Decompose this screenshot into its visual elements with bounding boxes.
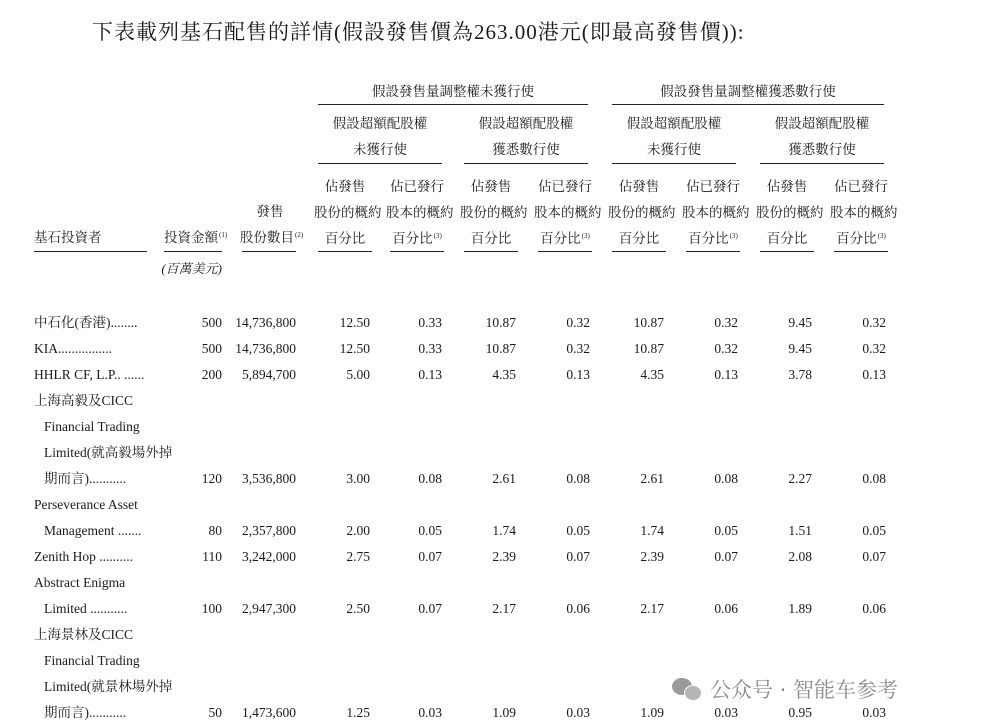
pct-col-6-header-line1 xyxy=(682,180,744,194)
row-1-pct-col-1: 12.50 xyxy=(339,315,370,330)
row-3-pct-col-7: 3.78 xyxy=(788,367,812,382)
row-8-shares: 1,473,600 xyxy=(242,705,296,720)
row-4-pct-col-2: 0.08 xyxy=(418,471,442,486)
pct-col-header-text: 佔已發行 xyxy=(390,179,444,194)
row-3-pct-col-6: 0.13 xyxy=(714,367,738,382)
row-5-pct-col-1: 2.00 xyxy=(346,523,370,538)
pct-col-header-text: 百分比 xyxy=(540,231,581,246)
pct-col-5-header-line1 xyxy=(608,180,670,194)
pct-col-header-text: 佔發售 xyxy=(470,179,512,194)
row-6-pct-col-7: 2.08 xyxy=(788,549,812,564)
row-3-shares: 5,894,700 xyxy=(242,367,296,382)
row-4-investor-line3: Limited(就高毅場外掉 xyxy=(44,445,173,460)
row-1-pct-col-3: 10.87 xyxy=(485,315,516,330)
col-rule-amount xyxy=(164,251,222,252)
pct-col-header-text: 佔發售 xyxy=(766,179,808,194)
pct-col-1-header-line1 xyxy=(314,180,376,194)
pct-col-header-text: 佔已發行 xyxy=(686,179,740,194)
subheader-b1-line2: 未獲行使 xyxy=(647,142,701,157)
row-3-pct-col-5: 4.35 xyxy=(640,367,664,382)
row-7-pct-col-5: 2.17 xyxy=(640,601,664,616)
watermark-text: 公众号 · 智能车参考 xyxy=(710,678,899,702)
subheader-rule-a1 xyxy=(318,163,442,164)
pct-col-header-text: 百分比 xyxy=(766,231,808,246)
row-6-pct-col-4: 0.07 xyxy=(566,549,590,564)
row-2-pct-col-2: 0.33 xyxy=(418,341,442,356)
footnote-3: (3) xyxy=(433,231,442,240)
row-2-pct-col-4: 0.32 xyxy=(566,341,590,356)
col-header-shares-line2 xyxy=(240,230,304,245)
row-3-investor-line1: HHLR CF, L.P.. ...... xyxy=(34,367,145,382)
watermark xyxy=(672,673,898,705)
pct-col-1-rule xyxy=(318,251,372,252)
row-7-shares: 2,947,300 xyxy=(242,601,296,616)
col-rule-investor xyxy=(34,251,147,252)
col-header-shares-line1: 發售 xyxy=(256,204,284,219)
row-7-pct-col-2: 0.07 xyxy=(418,601,442,616)
col-header-investor: 基石投資者 xyxy=(34,230,102,245)
pct-col-7-header-line2 xyxy=(756,205,824,220)
pct-col-5-header-line3 xyxy=(608,232,670,246)
pct-col-4-header-line2 xyxy=(534,205,602,220)
col-header-amount xyxy=(164,230,228,245)
pct-col-2-header-line3 xyxy=(386,232,448,246)
group-header-unexercised: 假設發售量調整權未獲行使 xyxy=(372,84,534,99)
pct-col-header-text: 股本的概約 xyxy=(682,205,750,220)
col-header-shares-label: 股份數目 xyxy=(240,230,294,245)
row-7-pct-col-8: 0.06 xyxy=(862,601,886,616)
row-2-pct-col-6: 0.32 xyxy=(714,341,738,356)
col-header-amount-unit: (百萬美元) xyxy=(161,261,222,276)
row-8-pct-col-1: 1.25 xyxy=(346,705,370,720)
row-1-pct-col-4: 0.32 xyxy=(566,315,590,330)
pct-col-header-text: 股本的概約 xyxy=(386,205,454,220)
subheader-b2-line2: 獲悉數行使 xyxy=(788,142,856,157)
subheader-b1-line1: 假設超額配股權 xyxy=(626,116,722,131)
pct-col-header-text: 股本的概約 xyxy=(534,205,602,220)
pct-col-4-header-line3 xyxy=(534,232,596,246)
row-2-shares: 14,736,800 xyxy=(235,341,296,356)
page-title: 下表載列基石配售的詳情(假設發售價為263.00港元(即最高發售價)): xyxy=(92,20,745,44)
row-4-pct-col-3: 2.61 xyxy=(492,471,516,486)
col-header-amount-label: 投資金額 xyxy=(164,230,218,245)
row-3-pct-col-1: 5.00 xyxy=(346,367,370,382)
row-4-pct-col-5: 2.61 xyxy=(640,471,664,486)
row-4-investor-line4: 期而言)........... xyxy=(44,471,127,486)
row-8-investor-line4: 期而言)........... xyxy=(44,705,127,720)
pct-col-3-header-line2 xyxy=(460,205,528,220)
row-3-pct-col-8: 0.13 xyxy=(862,367,886,382)
footnote-1: (1) xyxy=(219,230,228,239)
row-7-pct-col-6: 0.06 xyxy=(714,601,738,616)
row-4-pct-col-8: 0.08 xyxy=(862,471,886,486)
row-8-pct-col-4: 0.03 xyxy=(566,705,590,720)
row-1-pct-col-2: 0.33 xyxy=(418,315,442,330)
row-5-pct-col-2: 0.05 xyxy=(418,523,442,538)
pct-col-header-text: 百分比 xyxy=(392,231,433,246)
row-7-amount: 100 xyxy=(201,601,222,616)
row-1-shares: 14,736,800 xyxy=(235,315,296,330)
pct-col-header-text: 佔已發行 xyxy=(834,179,888,194)
pct-col-1-header-line3 xyxy=(314,232,376,246)
row-6-pct-col-8: 0.07 xyxy=(862,549,886,564)
row-6-pct-col-5: 2.39 xyxy=(640,549,664,564)
pct-col-6-rule xyxy=(686,251,740,252)
pct-col-6-header-line3 xyxy=(682,232,744,246)
row-2-pct-col-7: 9.45 xyxy=(788,341,812,356)
subheader-a1-line1: 假設超額配股權 xyxy=(332,116,428,131)
pct-col-6-header-line2 xyxy=(682,205,750,220)
col-rule-shares xyxy=(242,251,296,252)
row-5-pct-col-7: 1.51 xyxy=(788,523,812,538)
pct-col-4-rule xyxy=(538,251,592,252)
row-8-investor-line1: 上海景林及CICC xyxy=(34,627,134,642)
row-7-pct-col-3: 2.17 xyxy=(492,601,516,616)
group-header-exercised: 假設發售量調整權獲悉數行使 xyxy=(660,84,836,99)
pct-col-header-text: 股份的概約 xyxy=(756,205,824,220)
row-5-investor-line2: Management ....... xyxy=(44,523,142,538)
pct-col-2-header-line1 xyxy=(386,180,448,194)
pct-col-1-header-line2 xyxy=(314,205,382,220)
pct-col-2-header-line2 xyxy=(386,205,454,220)
pct-col-header-text: 股份的概約 xyxy=(314,205,382,220)
row-8-pct-col-3: 1.09 xyxy=(492,705,516,720)
row-3-pct-col-2: 0.13 xyxy=(418,367,442,382)
row-8-pct-col-6: 0.03 xyxy=(714,705,738,720)
pct-col-8-header-line3 xyxy=(830,232,892,246)
pct-col-header-text: 股份的概約 xyxy=(608,205,676,220)
pct-col-header-text: 百分比 xyxy=(688,231,729,246)
row-5-shares: 2,357,800 xyxy=(242,523,296,538)
row-2-investor-line1: KIA................ xyxy=(34,341,112,356)
row-2-pct-col-5: 10.87 xyxy=(633,341,664,356)
row-1-amount: 500 xyxy=(201,315,222,330)
subheader-rule-b2 xyxy=(760,163,884,164)
footnote-3: (3) xyxy=(581,231,590,240)
pct-col-header-text: 佔發售 xyxy=(618,179,660,194)
pct-col-header-text: 百分比 xyxy=(618,231,660,246)
row-4-investor-line1: 上海高毅及CICC xyxy=(34,393,134,408)
row-6-pct-col-3: 2.39 xyxy=(492,549,516,564)
pct-col-3-header-line3 xyxy=(460,232,522,246)
row-4-amount: 120 xyxy=(201,471,222,486)
row-4-pct-col-4: 0.08 xyxy=(566,471,590,486)
pct-col-8-header-line2 xyxy=(830,205,898,220)
pct-col-7-header-line1 xyxy=(756,180,818,194)
group-rule-exercised xyxy=(612,104,884,105)
row-6-amount: 110 xyxy=(202,549,222,564)
pct-col-header-text: 佔已發行 xyxy=(538,179,592,194)
row-7-pct-col-7: 1.89 xyxy=(788,601,812,616)
row-4-pct-col-7: 2.27 xyxy=(788,471,812,486)
row-7-pct-col-1: 2.50 xyxy=(346,601,370,616)
row-5-amount: 80 xyxy=(208,523,222,538)
row-4-shares: 3,536,800 xyxy=(242,471,296,486)
row-8-investor-line2: Financial Trading xyxy=(44,653,140,668)
row-1-pct-col-5: 10.87 xyxy=(633,315,664,330)
row-8-investor-line3: Limited(就景林場外掉 xyxy=(44,679,173,694)
pct-col-2-rule xyxy=(390,251,444,252)
row-2-pct-col-1: 12.50 xyxy=(339,341,370,356)
row-4-investor-line2: Financial Trading xyxy=(44,419,140,434)
row-5-pct-col-4: 0.05 xyxy=(566,523,590,538)
row-2-amount: 500 xyxy=(201,341,222,356)
row-1-pct-col-8: 0.32 xyxy=(862,315,886,330)
row-4-pct-col-1: 3.00 xyxy=(346,471,370,486)
pct-col-header-text: 股份的概約 xyxy=(460,205,528,220)
row-7-pct-col-4: 0.06 xyxy=(566,601,590,616)
subheader-rule-a2 xyxy=(464,163,588,164)
row-3-pct-col-4: 0.13 xyxy=(566,367,590,382)
pct-col-5-header-line2 xyxy=(608,205,676,220)
row-2-pct-col-3: 10.87 xyxy=(485,341,516,356)
row-5-pct-col-3: 1.74 xyxy=(492,523,516,538)
pct-col-8-header-line1 xyxy=(830,180,892,194)
pct-col-header-text: 股本的概約 xyxy=(830,205,898,220)
pct-col-4-header-line1 xyxy=(534,180,596,194)
footnote-2: (2) xyxy=(295,230,304,239)
row-1-investor-line1: 中石化(香港)........ xyxy=(34,315,138,330)
subheader-a1-line2: 未獲行使 xyxy=(353,142,407,157)
pct-col-header-text: 百分比 xyxy=(836,231,877,246)
row-1-pct-col-7: 9.45 xyxy=(788,315,812,330)
subheader-rule-b1 xyxy=(612,163,736,164)
row-5-pct-col-6: 0.05 xyxy=(714,523,738,538)
pct-col-8-rule xyxy=(834,251,888,252)
row-4-pct-col-6: 0.08 xyxy=(714,471,738,486)
subheader-a2-line2: 獲悉數行使 xyxy=(492,142,560,157)
row-6-investor-line1: Zenith Hop .......... xyxy=(34,549,133,564)
row-8-pct-col-2: 0.03 xyxy=(418,705,442,720)
row-8-pct-col-8: 0.03 xyxy=(862,705,886,720)
wechat-icon xyxy=(672,676,702,702)
row-6-pct-col-1: 2.75 xyxy=(346,549,370,564)
row-7-investor-line1: Abstract Enigma xyxy=(34,575,126,590)
row-3-amount: 200 xyxy=(201,367,222,382)
subheader-a2-line1: 假設超額配股權 xyxy=(478,116,574,131)
pct-col-3-rule xyxy=(464,251,518,252)
row-5-pct-col-5: 1.74 xyxy=(640,523,664,538)
row-3-pct-col-3: 4.35 xyxy=(492,367,516,382)
row-5-investor-line1: Perseverance Asset xyxy=(34,497,138,512)
row-8-pct-col-7: 0.95 xyxy=(788,705,812,720)
row-5-pct-col-8: 0.05 xyxy=(862,523,886,538)
pct-col-7-rule xyxy=(760,251,814,252)
footnote-3: (3) xyxy=(729,231,738,240)
row-6-pct-col-6: 0.07 xyxy=(714,549,738,564)
row-1-pct-col-6: 0.32 xyxy=(714,315,738,330)
pct-col-header-text: 百分比 xyxy=(324,231,366,246)
row-8-pct-col-5: 1.09 xyxy=(640,705,664,720)
row-6-shares: 3,242,000 xyxy=(242,549,296,564)
pct-col-header-text: 佔發售 xyxy=(324,179,366,194)
footnote-3: (3) xyxy=(877,231,886,240)
pct-col-header-text: 百分比 xyxy=(470,231,512,246)
row-6-pct-col-2: 0.07 xyxy=(418,549,442,564)
pct-col-3-header-line1 xyxy=(460,180,522,194)
subheader-b2-line1: 假設超額配股權 xyxy=(774,116,870,131)
row-2-pct-col-8: 0.32 xyxy=(862,341,886,356)
row-8-amount: 50 xyxy=(208,705,222,720)
pct-col-7-header-line3 xyxy=(756,232,818,246)
pct-col-5-rule xyxy=(612,251,666,252)
row-7-investor-line2: Limited ........... xyxy=(44,601,128,616)
group-rule-unexercised xyxy=(318,104,588,105)
